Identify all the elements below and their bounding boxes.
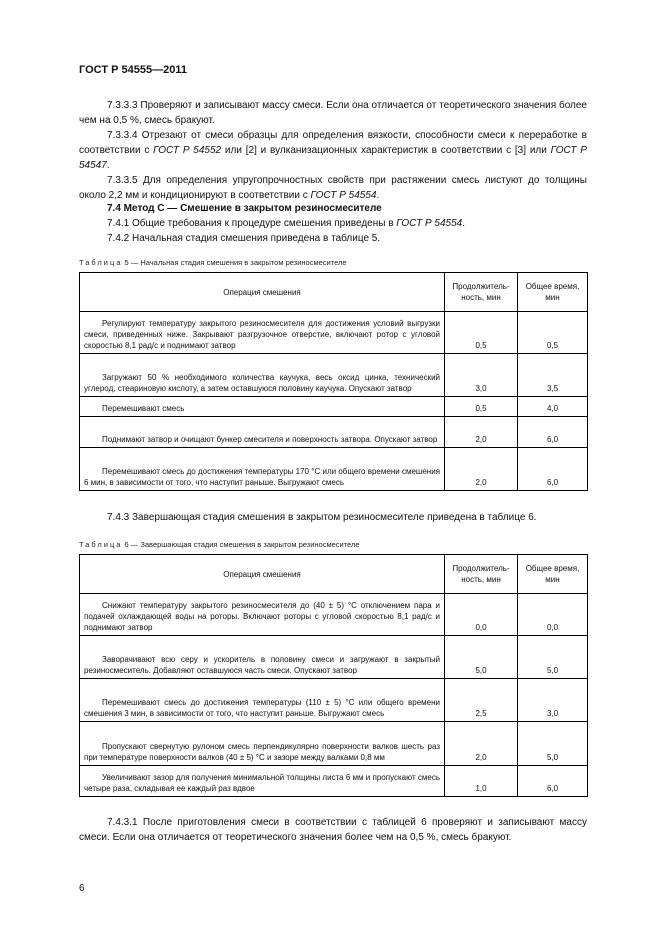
cell-operation: Перемешивают смесь до достижения температуры (110 ± 5) °С или общего времени смешения 3 мин, в зависимости от того, что наступит раньше. Выгружают смесь <box>80 679 445 722</box>
table-6 <box>79 554 588 797</box>
cell-operation: Перемешивают смесь <box>80 397 445 417</box>
cell-operation: Перемешивают смесь до достижения температуры 170 °С или общего времени смешения 6 мин, в зависимости от того, что наступит раньше. Выгружают смесь <box>80 448 445 491</box>
column-header-operation: Операция смешения <box>80 555 445 594</box>
cell-total-time: 6,0 <box>518 766 588 797</box>
cell-total-time: 0,0 <box>518 594 588 636</box>
cell-total-time: 5,0 <box>518 636 588 679</box>
cell-total-time: 6,0 <box>518 448 588 491</box>
paragraph-7-4-1: 7.4.1 Общие требования к процедуре смешения приведены в ГОСТ Р 54554. <box>107 218 465 229</box>
column-header-total-time: Общее время, мин <box>518 273 588 312</box>
cell-operation: Снижают температуру закрытого резиносмесителя до (40 ± 5) °С отключением пара и подачей охлаждающей воды на роторы. Включают роторы с угловой скоростью 8,1 рад/с и поднимают затвор <box>80 594 445 636</box>
cell-total-time: 3,0 <box>518 679 588 722</box>
cell-operation: Увеличивают зазор для получения минимальной толщины листа 6 мм и пропускают смесь четыре раза, складывая ее каждый раз вдвое <box>80 766 445 797</box>
paragraph-7-4-3-1: 7.4.3.1 После приготовления смеси в соответствии с таблицей 6 проверяют и записывают массу смеси. Если она отличается от теоретического значения более чем на 0,5 %, смесь бракуют. <box>79 817 587 843</box>
column-header-duration: Продолжитель-ность, мин <box>445 555 518 594</box>
section-heading-7-4: 7.4 Метод С — Смешение в закрытом резиносмесителе <box>107 203 382 214</box>
reference-gost-54554: ГОСТ Р 54554 <box>396 218 463 229</box>
cell-operation: Регулируют температуру закрытого резиносмесителя для достижения условий выгрузки смеси, приведенных ниже. Закрывают разгрузочное отверстие, включают ротор с угловой скоростью 8,1 рад/с и поднимают затвор <box>80 312 445 354</box>
table-header-row <box>80 555 588 594</box>
table-6-caption: Таблица 6 — Завершающая стадия смешения в закрытом резиносмесителе <box>79 540 360 549</box>
cell-total-time: 4,0 <box>518 397 588 417</box>
table-row <box>80 448 588 491</box>
table-5 <box>79 272 588 491</box>
table-row <box>80 397 588 417</box>
paragraph-7-3-3-5: 7.3.3.5 Для определения упругопрочностных свойств при растяжении смесь листуют до толщины около 2,2 мм и кондиционируют в соответствии с ГОСТ Р 54554. <box>79 175 587 201</box>
paragraph-7-3-3-3: 7.3.3.3 Проверяют и записывают массу смеси. Если она отличается от теоретического значения более чем на 0,5 %, смесь бракуют. <box>79 100 587 126</box>
table-row <box>80 722 588 766</box>
cell-operation: Поднимают затвор и очищают бункер смесителя и поверхность затвора. Опускают затвор <box>80 417 445 448</box>
table-row <box>80 354 588 397</box>
reference-gost-54552: ГОСТ Р 54552 <box>153 145 222 156</box>
cell-duration: 0,5 <box>445 397 518 417</box>
cell-total-time: 6,0 <box>518 417 588 448</box>
cell-operation: Загружают 50 % необходимого количества каучука, весь оксид цинка, технический углерод, стеариновую кислоту, а затем оставшуюся половину каучука. Опускают затвор <box>80 354 445 397</box>
page-number: 6 <box>79 883 85 894</box>
table-row <box>80 417 588 448</box>
column-header-total-time: Общее время, мин <box>518 555 588 594</box>
cell-duration: 5,0 <box>445 636 518 679</box>
cell-total-time: 0,5 <box>518 312 588 354</box>
cell-duration: 1,0 <box>445 766 518 797</box>
cell-duration: 2,0 <box>445 417 518 448</box>
cell-total-time: 3,5 <box>518 354 588 397</box>
column-header-operation: Операция смешения <box>80 273 445 312</box>
cell-duration: 2,5 <box>445 679 518 722</box>
paragraph-7-3-3-4: 7.3.3.4 Отрезают от смеси образцы для определения вязкости, способности смеси к переработке в соответствии с ГОСТ Р 54552 или [2] и вулканизационных характеристик в соответствии с [3] или ГОСТ Р 54547. <box>79 130 587 171</box>
table-row <box>80 679 588 722</box>
reference-gost-54554: ГОСТ Р 54554 <box>310 190 377 201</box>
table-row <box>80 766 588 797</box>
table-header-row <box>80 273 588 312</box>
document-header: ГОСТ Р 54555—2011 <box>79 64 187 76</box>
table-row <box>80 594 588 636</box>
cell-duration: 2,0 <box>445 722 518 766</box>
paragraph-7-4-3: 7.4.3 Завершающая стадия смешения в закрытом резиносмесителе приведена в таблице 6. <box>107 512 537 523</box>
reference-gost-54547: ГОСТ Р 54547 <box>79 145 587 171</box>
paragraph-7-4-2: 7.4.2 Начальная стадия смешения приведена в таблице 5. <box>107 233 381 244</box>
cell-duration: 0,0 <box>445 594 518 636</box>
cell-duration: 2,0 <box>445 448 518 491</box>
column-header-duration: Продолжитель-ность, мин <box>445 273 518 312</box>
table-row <box>80 636 588 679</box>
table-5-caption: Таблица 5 — Начальная стадия смешения в закрытом резиносмесителе <box>79 258 347 267</box>
table-row <box>80 312 588 354</box>
cell-operation: Пропускают свернутую рулоном смесь перпендикулярно поверхности валков шесть раз при температуре поверхности валков (40 ± 5) °С и зазоре между валками 0,8 мм <box>80 722 445 766</box>
cell-operation: Заворачивают всю серу и ускоритель в половину смеси и загружают в закрытый резиносмеситель. Добавляют оставшуюся часть смеси. Опускают затвор <box>80 636 445 679</box>
cell-duration: 0,5 <box>445 312 518 354</box>
cell-duration: 3,0 <box>445 354 518 397</box>
cell-total-time: 5,0 <box>518 722 588 766</box>
